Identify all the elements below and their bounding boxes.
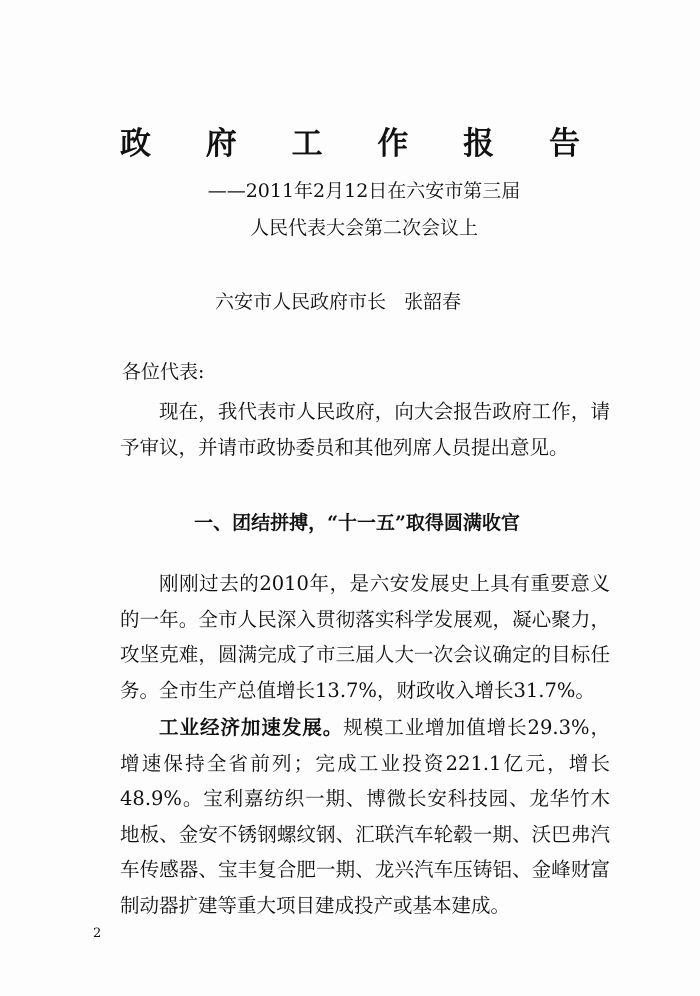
document-title: 政 府 工 作 报 告 — [120, 126, 602, 162]
industry-paragraph-body: 规模工业增加值增长29.3%，增速保持全省前列；完成工业投资221.1亿元，增长48.9%。宝利嘉纺织一期、博微长安科技园、龙华竹木地板、金安不锈钢螺纹钢、汇联汽车轮毂一期、沃巴弗汽车传感器、宝丰复合肥一期、龙兴汽车压铸铝、金峰财富制动器扩建等重大项目建成投产或基本建成。 — [120, 716, 610, 917]
subtitle-meeting-line: 人民代表大会第二次会议上 — [249, 217, 478, 239]
review-paragraph: 刚刚过去的2010年，是六安发展史上具有重要意义的一年。全市人民深入贯彻落实科学发展观，凝心聚力，攻坚克难，圆满完成了市三届人大一次会议确定的目标任务。全市生产总值增长13.7%，财政收入增长31.7%。 — [120, 572, 610, 702]
industry-paragraph-lead: 工业经济加速发展。 — [159, 716, 344, 739]
section-heading: 一、团结拼搏，“十一五”取得圆满收官 — [194, 512, 520, 534]
author-line: 六安市人民政府市长 张韶春 — [215, 291, 462, 313]
industry-paragraph — [120, 710, 610, 923]
page-number: 2 — [93, 926, 102, 941]
intro-paragraph: 现在，我代表市人民政府，向大会报告政府工作，请予审议，并请市政协委员和其他列席人员提出意见。 — [120, 400, 610, 459]
salutation: 各位代表: — [122, 361, 205, 383]
subtitle-date-line: ——2011年2月12日在六安市第三届 — [207, 180, 521, 202]
